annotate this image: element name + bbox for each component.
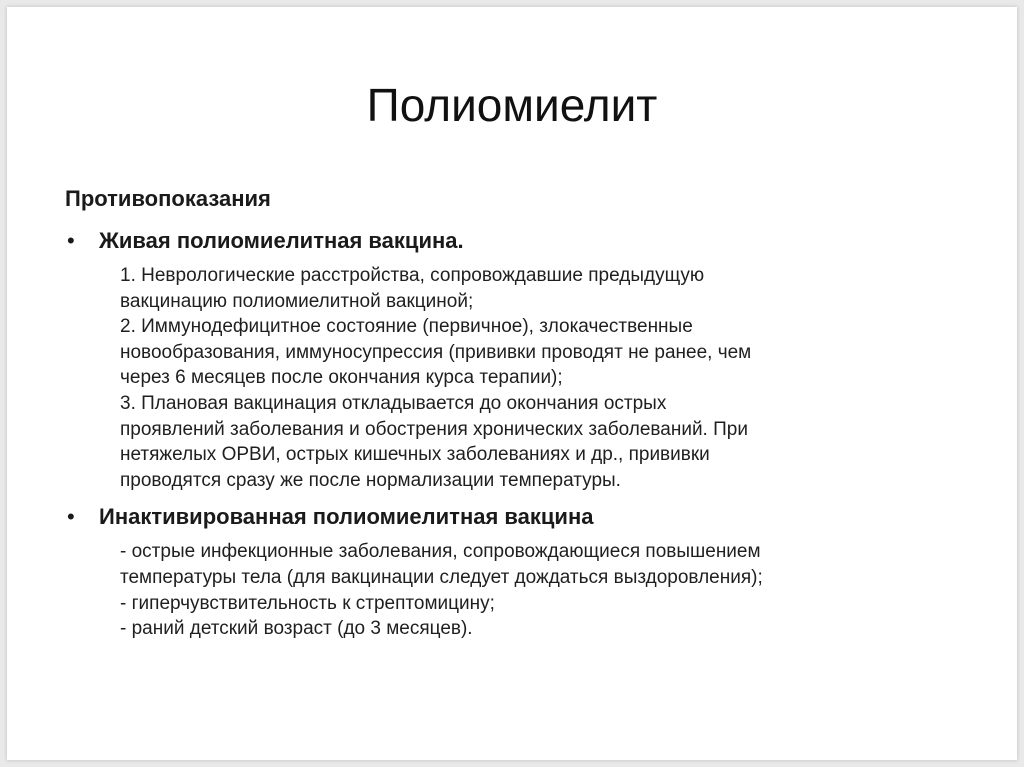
detail-line: - гиперчувствительность к стрептомицину; <box>120 592 495 614</box>
bullet-marker: • <box>67 228 75 253</box>
detail-line: через 6 месяцев после окончания курса терапии); <box>120 367 563 389</box>
detail-line: 3. Плановая вакцинация откладывается до окончания острых <box>120 392 667 414</box>
detail-line: 1. Неврологические расстройства, сопровождавшие предыдущую <box>120 265 705 286</box>
detail-line: температуры тела (для вакцинации следует дождаться выздоровления); <box>120 566 763 588</box>
bullet-inactivated-vaccine-details <box>65 539 985 641</box>
bullet-marker: • <box>67 504 75 530</box>
slide <box>7 7 1017 760</box>
bullet-inactivated-vaccine <box>65 501 985 533</box>
slide-title: Полиомиелит <box>366 79 658 131</box>
detail-line: вакцинацию полиомиелитной вакциной; <box>120 290 474 312</box>
bullet-live-vaccine <box>65 225 985 257</box>
detail-line: 2. Иммунодефицитное состояние (первичное), злокачественные <box>120 316 693 338</box>
detail-line: проводятся сразу же после нормализации температуры. <box>120 469 621 491</box>
section-label: Противопоказания <box>65 186 271 211</box>
detail-line: - раний детский возраст (до 3 месяцев). <box>120 618 473 640</box>
detail-line: нетяжелых ОРВИ, острых кишечных заболеваниях и др., прививки <box>120 444 710 466</box>
detail-line: - острые инфекционные заболевания, сопровождающиеся повышением <box>120 541 761 563</box>
bullet-live-vaccine-details <box>65 263 985 493</box>
bullet-heading: Живая полиомиелитная вакцина. <box>99 228 464 253</box>
spacer <box>65 493 985 501</box>
detail-line: новообразования, иммуносупрессия (прививки проводят не ранее, чем <box>120 341 752 363</box>
detail-line: проявлений заболевания и обострения хронических заболеваний. При <box>120 418 748 440</box>
slide-content <box>65 183 985 642</box>
bullet-heading: Инактивированная полиомиелитная вакцина <box>99 504 594 530</box>
